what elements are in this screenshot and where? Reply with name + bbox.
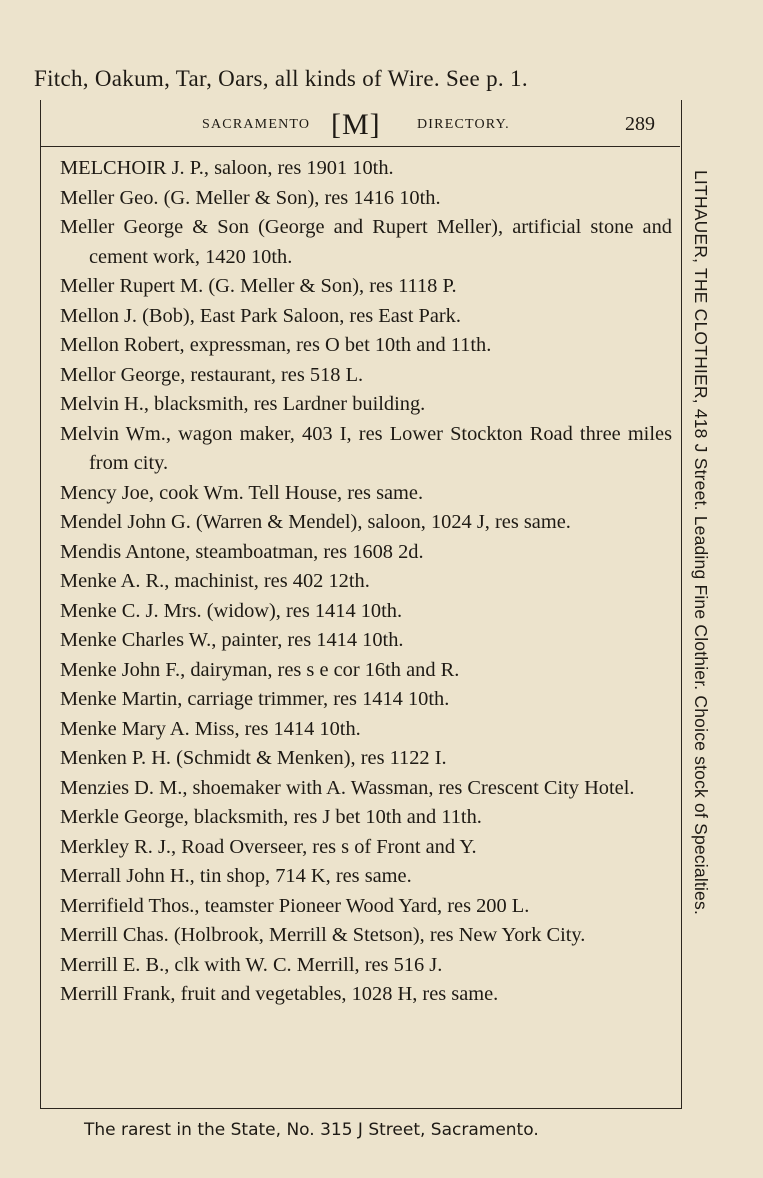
- directory-entry: Merrill E. B., clk with W. C. Merrill, res 516 J.: [60, 953, 443, 976]
- directory-entry: Merrill Frank, fruit and vegetables, 1028 H, res same.: [60, 983, 499, 1005]
- directory-entry: Meller Geo. (G. Meller & Son), res 1416 10th.: [60, 186, 441, 209]
- directory-entry: Menke Mary A. Miss, res 1414 10th.: [60, 717, 361, 740]
- directory-entry: MELCHOIR J. P., saloon, res 1901 10th.: [60, 157, 394, 179]
- directory-entry: Menke John F., dairyman, res s e cor 16th and R.: [60, 658, 460, 681]
- directory-entries: [60, 154, 672, 1010]
- running-head: [40, 108, 680, 146]
- side-advertisement: LITHAUER, THE CLOTHIER, 418 J Street. Leading Fine Clothier. Choice stock of Specialties.: [691, 170, 711, 916]
- directory-entry: Mency Joe, cook Wm. Tell House, res same.: [60, 481, 424, 504]
- directory-entry: Menken P. H. (Schmidt & Menken), res 1122 I.: [60, 747, 447, 769]
- running-head-letter: [M]: [331, 108, 381, 141]
- page-number: 289: [625, 113, 655, 135]
- directory-entry: Meller George & Son (George and Rupert Meller), artificial stone and cement work, 1420 10th.: [60, 216, 672, 268]
- directory-entry: Melvin H., blacksmith, res Lardner building.: [60, 393, 426, 415]
- directory-entry: Merrill Chas. (Holbrook, Merrill & Stetson), res New York City.: [60, 924, 586, 946]
- directory-entry: Merrall John H., tin shop, 714 K, res same.: [60, 865, 412, 887]
- directory-entry: Mendel John G. (Warren & Mendel), saloon, 1024 J, res same.: [60, 511, 571, 533]
- directory-entry: Melvin Wm., wagon maker, 403 I, res Lower Stockton Road three miles from city.: [60, 422, 672, 474]
- directory-entry: Merkley R. J., Road Overseer, res s of Front and Y.: [60, 835, 477, 858]
- running-head-city: SACRAMENTO: [202, 117, 311, 132]
- directory-entry: Mendis Antone, steamboatman, res 1608 2d.: [60, 540, 424, 563]
- top-advertisement: Fitch, Oakum, Tar, Oars, all kinds of Wire. See p. 1.: [34, 66, 528, 91]
- directory-entry: Mellon J. (Bob), East Park Saloon, res East Park.: [60, 304, 461, 327]
- directory-entry: Menzies D. M., shoemaker with A. Wassman, res Crescent City Hotel.: [60, 776, 635, 799]
- bottom-advertisement: The rarest in the State, No. 315 J Street, Sacramento.: [84, 1120, 539, 1140]
- header-rule: [40, 146, 680, 147]
- directory-entry: Mellon Robert, expressman, res O bet 10th and 11th.: [60, 334, 492, 356]
- directory-entry: Merrifield Thos., teamster Pioneer Wood Yard, res 200 L.: [60, 894, 530, 917]
- directory-entry: Menke A. R., machinist, res 402 12th.: [60, 570, 370, 592]
- directory-entry: Merkle George, blacksmith, res J bet 10th and 11th.: [60, 806, 482, 828]
- directory-entry: Mellor George, restaurant, res 518 L.: [60, 363, 364, 386]
- directory-entry: Menke Charles W., painter, res 1414 10th.: [60, 629, 404, 651]
- running-head-title: DIRECTORY.: [417, 117, 510, 132]
- directory-entry: Meller Rupert M. (G. Meller & Son), res 1118 P.: [60, 275, 457, 297]
- directory-entry: Menke Martin, carriage trimmer, res 1414 10th.: [60, 688, 450, 710]
- directory-entry: Menke C. J. Mrs. (widow), res 1414 10th.: [60, 599, 403, 622]
